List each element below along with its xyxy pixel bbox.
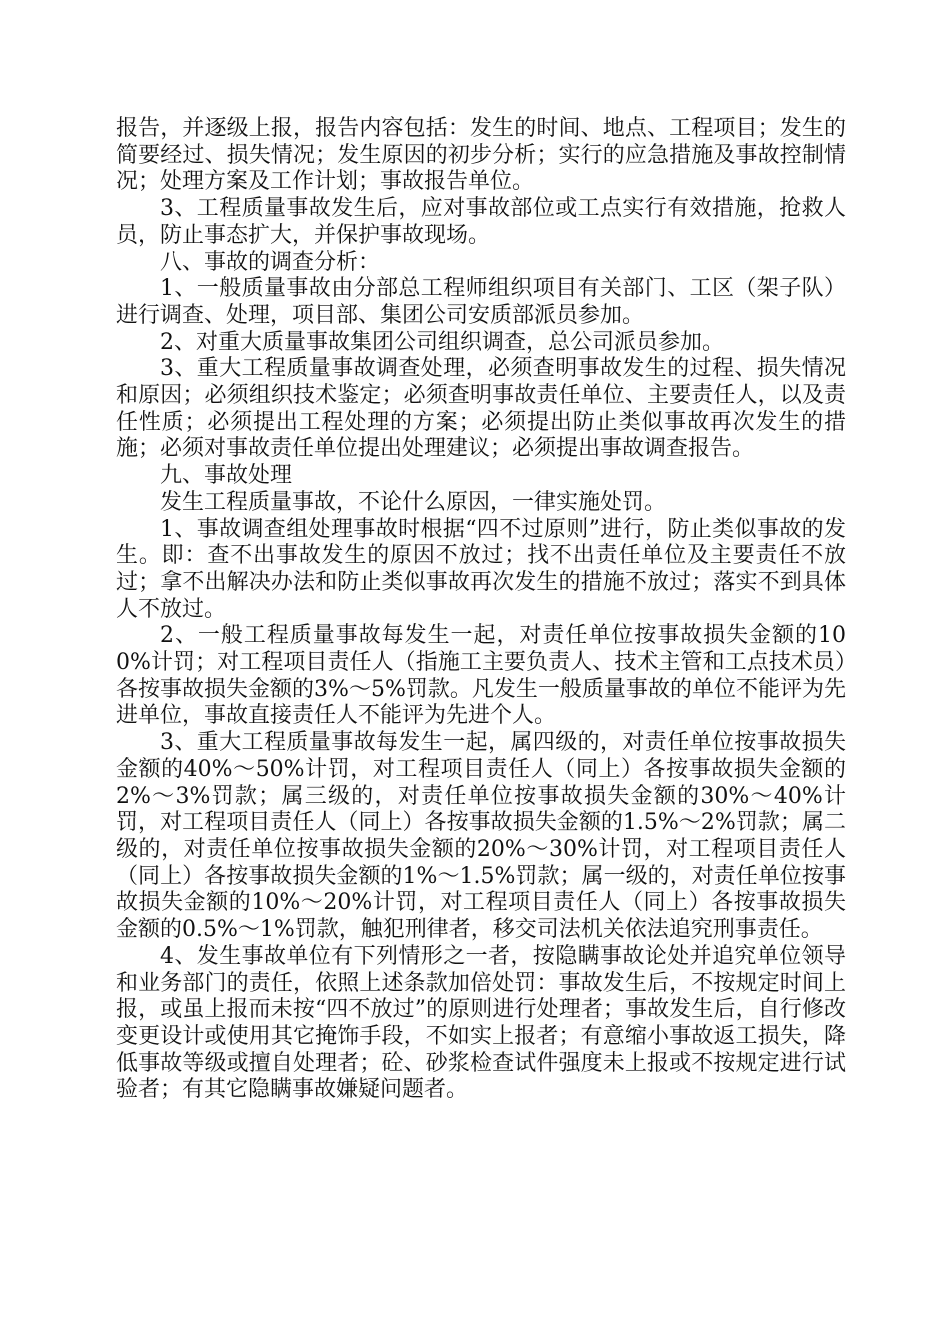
paragraph-major-accident-penalty: 3、重大工程质量事故每发生一起，属四级的，对责任单位按事故损失金额的40%～50%计罚，对工程项目责任人（同上）各按事故损失金额的2%～3%罚款；属三级的，对责任单位按事故损失金额的30%～40%计罚，对工程项目责任人（同上）各按事故损失金额的1.5%～2%罚款；属二级的，对责任单位按事故损失金额的20%～30%计罚，对工程项目责任人（同上）各按事故损失金额的1%～1.5%罚款；属一级的，对责任单位按事故损失金额的10%～20%计罚，对工程项目责任人（同上）各按事故损失金额的0.5%～1%罚款，触犯刑律者，移交司法机关依法追究刑事责任。	[116, 730, 846, 943]
paragraph-general-accident-penalty: 2、一般工程质量事故每发生一起，对责任单位按事故损失金额的100%计罚；对工程项目责任人（指施工主要负责人、技术主管和工点技术员）各按事故损失金额的3%～5%罚款。凡发生一般质量事故的单位不能评为先进单位，事故直接责任人不能评为先进个人。	[116, 623, 846, 729]
document-body	[116, 116, 846, 1104]
paragraph-general-accident-investigation: 1、一般质量事故由分部总工程师组织项目有关部门、工区（架子队）进行调查、处理，项目部、集团公司安质部派员参加。	[116, 276, 846, 328]
paragraph-concealment-penalty: 4、发生事故单位有下列情形之一者，按隐瞒事故论处并追究单位领导和业务部门的责任，依照上述条款加倍处罚：事故发生后，不按规定时间上报，或虽上报而未按“四不放过”的原则进行处理者；事故发生后，自行修改变更设计或使用其它掩饰手段，不如实上报者；有意缩小事故返工损失，降低事故等级或擅自处理者；砼、砂浆检查试件强度未上报或不按规定进行试验者；有其它隐瞒事故嫌疑问题者。	[116, 943, 846, 1103]
section-heading-investigation: 八、事故的调查分析：	[160, 249, 381, 275]
paragraph-penalty-principle: 发生工程质量事故，不论什么原因，一律实施处罚。	[160, 489, 667, 515]
paragraph-four-not-pass-principle: 1、事故调查组处理事故时根据“四不过原则”进行，防止类似事故的发生。即：查不出事故发生的原因不放过；找不出责任单位及主要责任不放过；拿不出解决办法和防止类似事故再次发生的措施不放过；落实不到具体人不放过。	[116, 516, 846, 622]
section-heading-handling: 九、事故处理	[160, 463, 293, 489]
paragraph-major-accident-investigation: 2、对重大质量事故集团公司组织调查，总公司派员参加。	[160, 329, 724, 355]
paragraph-report-contents: 报告，并逐级上报，报告内容包括：发生的时间、地点、工程项目；发生的简要经过、损失情况；发生原因的初步分析；实行的应急措施及事故控制情况；处理方案及工作计划；事故报告单位。	[116, 116, 846, 195]
paragraph-investigation-requirements: 3、重大工程质量事故调查处理，必须查明事故发生的过程、损失情况和原因；必须组织技术鉴定；必须查明事故责任单位、主要责任人，以及责任性质；必须提出工程处理的方案；必须提出防止类似事故再次发生的措施；必须对事故责任单位提出处理建议；必须提出事故调查报告。	[116, 356, 846, 462]
paragraph-protect-scene: 3、工程质量事故发生后，应对事故部位或工点实行有效措施，抢救人员，防止事态扩大，并保护事故现场。	[116, 196, 846, 248]
